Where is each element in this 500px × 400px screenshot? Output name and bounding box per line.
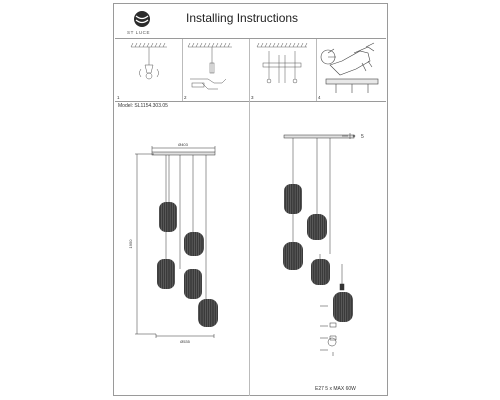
step-1 — [115, 39, 183, 101]
pendant-shades — [157, 202, 218, 327]
mounting-bracket-icon — [249, 39, 316, 101]
dimension-drawing — [114, 114, 249, 344]
spread-label: Ø535 — [180, 339, 190, 344]
model-number: Model: SL1154.303.05 — [118, 103, 168, 109]
brand-name: ST LUCE — [127, 30, 151, 35]
step-4 — [316, 39, 383, 101]
ceiling-hook-icon — [115, 39, 182, 101]
wire-connector-icon — [182, 39, 249, 101]
pendant-shades — [283, 184, 353, 322]
height-label: 1950 — [128, 239, 133, 249]
step-3 — [249, 39, 317, 101]
step-number: 1 — [117, 95, 120, 100]
step-2 — [182, 39, 250, 101]
lamp-spec: E27 5 x MAX 60W — [315, 386, 356, 392]
installation-steps — [115, 38, 386, 102]
assembly-drawing — [250, 114, 386, 384]
page-title: Installing Instructions — [186, 11, 299, 25]
screwdriver-mount-icon — [316, 39, 386, 101]
step-number: 2 — [184, 95, 187, 100]
step-number: 4 — [318, 95, 321, 100]
screw-count: 5 — [361, 134, 364, 140]
step-number: 3 — [251, 95, 254, 100]
instruction-sheet — [113, 3, 388, 396]
canopy-width-label: Ø403 — [178, 142, 188, 147]
